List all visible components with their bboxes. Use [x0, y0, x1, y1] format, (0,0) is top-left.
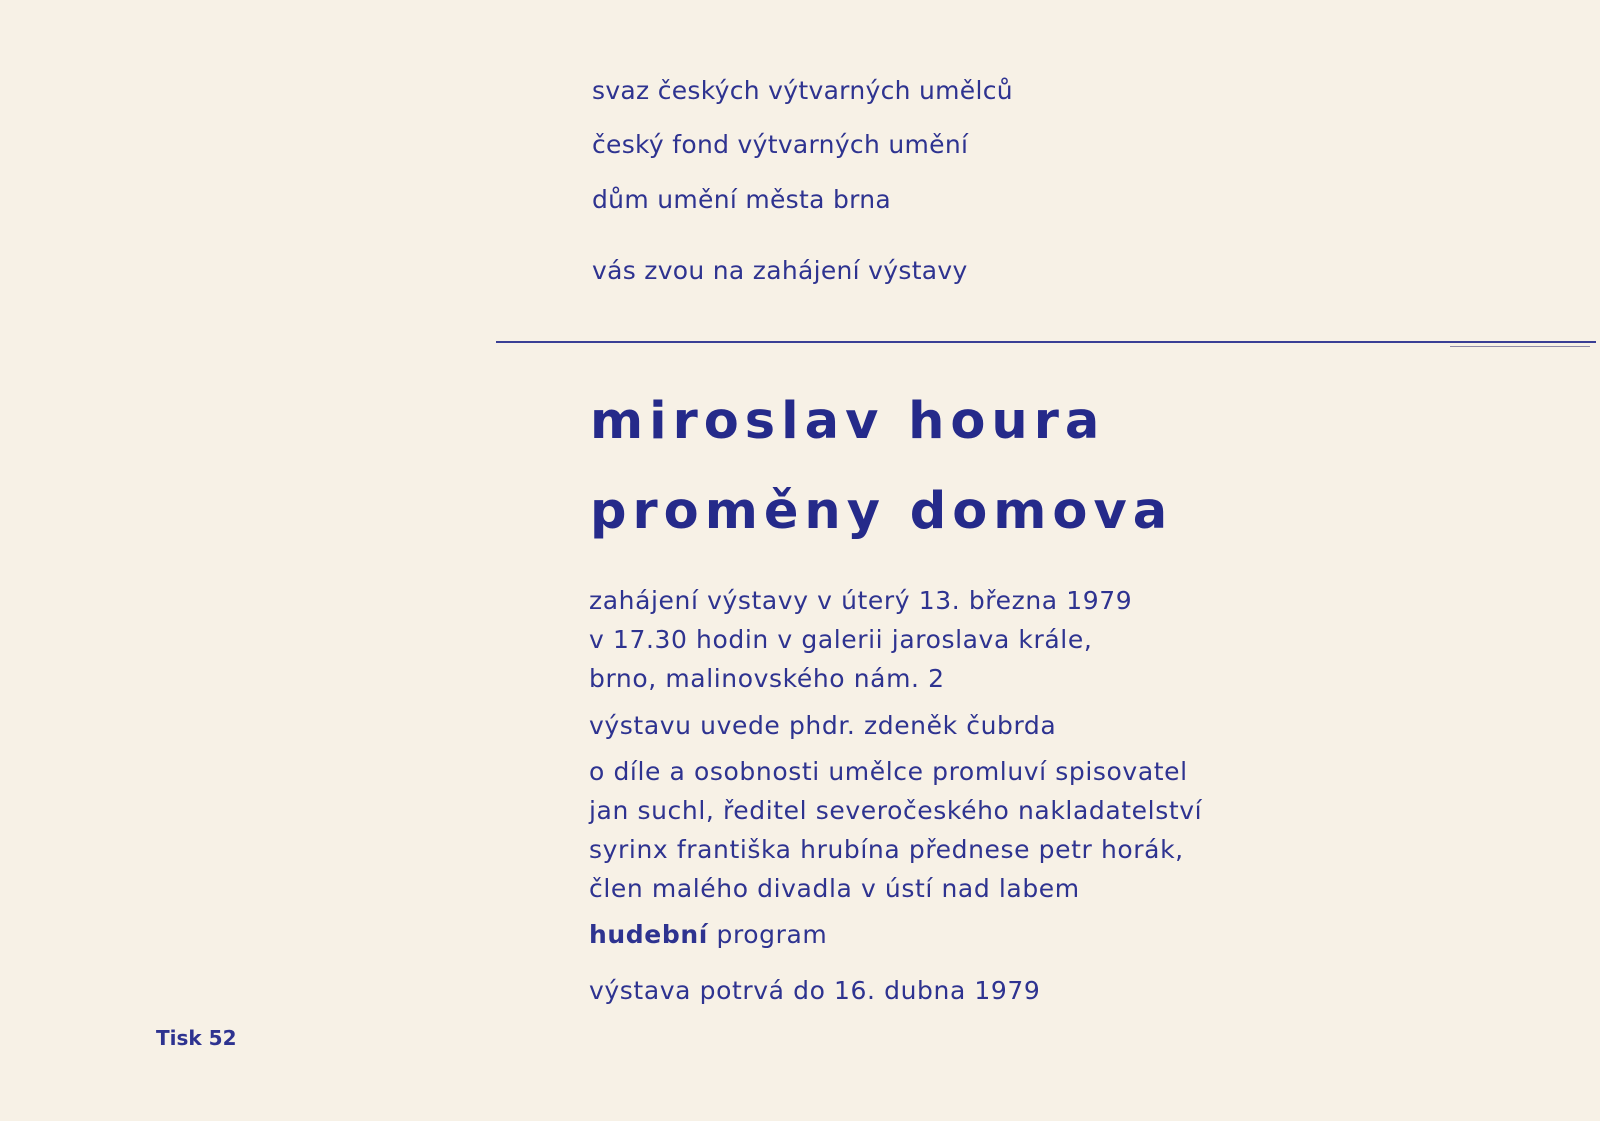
exhibition-duration: výstava potrvá do 16. dubna 1979	[589, 976, 1041, 1005]
opening-time-venue: v 17.30 hodin v galerii jaroslava krále,	[589, 625, 1093, 654]
organizer-line-2: český fond výtvarných umění	[592, 130, 969, 159]
music-program	[589, 920, 827, 949]
artist-name: miroslav houra	[590, 392, 1106, 451]
divider-rule	[496, 341, 1596, 343]
venue-address: brno, malinovského nám. 2	[589, 664, 945, 693]
print-mark: Tisk 52	[156, 1026, 237, 1050]
music-program-bold: hudební	[589, 920, 708, 949]
recital-line-2: člen malého divadla v ústí nad labem	[589, 874, 1080, 903]
invitation-line: vás zvou na zahájení výstavy	[592, 256, 968, 285]
exhibition-title: proměny domova	[590, 482, 1174, 541]
organizer-line-1: svaz českých výtvarných umělců	[592, 76, 1013, 105]
opening-date: zahájení výstavy v úterý 13. března 1979	[589, 586, 1133, 615]
fold-mark	[1450, 346, 1590, 347]
introduction-line: výstavu uvede phdr. zdeněk čubrda	[589, 711, 1057, 740]
recital-line-1: syrinx františka hrubína přednese petr horák,	[589, 835, 1184, 864]
organizer-line-3: dům umění města brna	[592, 185, 892, 214]
speech-line-2: jan suchl, ředitel severočeského nakladatelství	[589, 796, 1203, 825]
speech-line-1: o díle a osobnosti umělce promluví spisovatel	[589, 757, 1188, 786]
music-program-rest: program	[707, 920, 828, 949]
